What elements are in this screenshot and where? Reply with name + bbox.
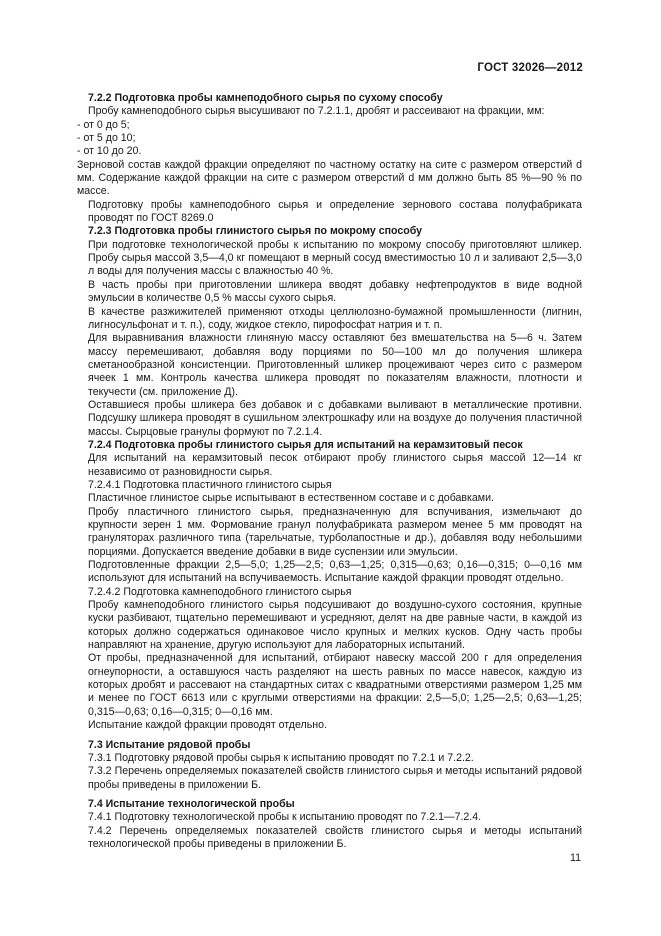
paragraph: Для испытаний на керамзитовый песок отбирают пробу глинистого сырья массой 12—14 кг независимо от разновидности сырья.: [88, 452, 582, 478]
paragraph: Подготовку пробы камнеподобного сырья и определение зернового состава полуфабриката проводят по ГОСТ 8269.0: [88, 198, 582, 225]
subsection-heading-7-2-4-2: 7.2.4.2 Подготовка камнеподобного глинистого сырья: [88, 585, 352, 598]
paragraph: Испытание каждой фракции проводят отдельно.: [88, 719, 327, 732]
document-body: [77, 92, 582, 851]
list-item: - от 10 до 20.: [77, 145, 142, 158]
paragraph: При подготовке технологической пробы к испытанию по мокрому способу приготовляют шликер. Пробу сырья массой 3,5—4,0 кг помещают в мерный сосуд вместимостью 10 л и заливают 2,5—3,0 л воды для получения массы с влажностью 40 %.: [88, 238, 582, 278]
paragraph: Подготовленные фракции 2,5—5,0; 1,25—2,5; 0,63—1,25; 0,315—0,63; 0,16—0,315; 0—0,16 мм используют для испытаний на вспучиваемость. Испытание каждой фракции проводят отдельно.: [88, 559, 582, 585]
paragraph: Для выравнивания влажности глиняную массу оставляют без вмешательства на 5—6 ч. Затем массу перемешивают, добавляя воду порциями по 50—100 мл до получения шликера сметанообразной консистенции. Приготовленный шликер процеживают через сито с размером ячеек 1 мм. Контроль качества шликера проводят по показателям влажности, плотности и текучести (см. приложение Д).: [88, 332, 582, 398]
section-heading-7-3: 7.3 Испытание рядовой пробы: [88, 738, 251, 751]
paragraph: Пластичное глинистое сырье испытывают в естественном составе и с добавками.: [88, 492, 494, 505]
section-heading-7-2-4: 7.2.4 Подготовка пробы глинистого сырья для испытаний на керамзитовый песок: [88, 438, 523, 451]
paragraph: Пробу пластичного глинистого сырья, предназначенную для вспучивания, измельчают до крупности зерен 1 мм. Формование гранул полуфабриката размером менее 5 мм проводят на грануляторах различного типа (тарельчатые, турболапостные и др.), добавляя воду небольшими порциями. Допускается введение добавки в виде суспензии или эмульсии.: [88, 505, 582, 558]
paragraph: В часть пробы при приготовлении шликера вводят добавку нефтепродуктов в виде водной эмульсии в количестве 0,5 % массы сухого сырья.: [88, 278, 582, 305]
section-heading-7-2-2: 7.2.2 Подготовка пробы камнеподобного сырья по сухому способу: [88, 92, 443, 104]
paragraph: 7.3.2 Перечень определяемых показателей свойств глинистого сырья и методы испытаний рядовой пробы приведены в приложении Б.: [88, 765, 582, 791]
paragraph: Пробу камнеподобного глинистого сырья подсушивают до воздушно-сухого состояния, крупные куски разбивают, тщательно перемешивают и усредняют, делят на две равные части, в каждой из которых должно содержаться одинаковое число крупных и мелких кусков. Одну часть пробы направляют на хранение, другую используют для лабораторных испытаний.: [88, 599, 582, 652]
page-number: 11: [570, 852, 581, 864]
paragraph: В качестве разжижителей применяют отходы целлюлозно-бумажной промышленности (лигнин, лигносульфонат и т. п.), соду, жидкое стекло, пирофосфат натрия и т. п.: [88, 305, 582, 331]
paragraph: Пробу камнеподобного сырья высушивают по 7.2.1.1, дробят и рассеивают на фракции, мм:: [88, 105, 545, 118]
list-item: - от 0 до 5;: [77, 118, 130, 131]
list-item: - от 5 до 10;: [77, 132, 136, 145]
paragraph: 7.4.1 Подготовку технологической пробы к испытанию проводят по 7.2.1—7.2.4.: [88, 811, 482, 824]
paragraph: 7.3.1 Подготовку рядовой пробы сырья к испытанию проводят по 7.2.1 и 7.2.2.: [88, 751, 474, 764]
subsection-heading-7-2-4-1: 7.2.4.1 Подготовка пластичного глинистого сырья: [88, 478, 332, 491]
section-heading-7-2-3: 7.2.3 Подготовка пробы глинистого сырья по мокрому способу: [88, 225, 423, 238]
paragraph: Зерновой состав каждой фракции определяют по частному остатку на сите с размером отверстий d мм. Содержание каждой фракции на сите с размером отверстий d мм должно быть 85 %—90 % по массе.: [77, 158, 582, 198]
paragraph: 7.4.2 Перечень определяемых показателей свойств глинистого сырья и методы испытаний технологической пробы приведены в приложении Б.: [88, 824, 582, 850]
paragraph: Оставшиеся пробы шликера без добавок и с добавками выливают в металлические противни. Подсушку шликера проводят в сушильном электрошкафу или на воздухе до получения пластичной массы. Сырцовые гранулы формуют по 7.2.1.4.: [88, 398, 582, 438]
document-code: ГОСТ 32026—2012: [477, 62, 583, 74]
section-heading-7-4: 7.4 Испытание технологической пробы: [88, 797, 295, 810]
paragraph: От пробы, предназначенной для испытаний, отбирают навеску массой 200 г для определения огнеупорности, а оставшуюся часть разделяют на шесть равных по массе навесок, каждую из которых дробят и рассевают на стандартных ситах с квадратными отверстиями размером 1,25 мм и менее по ГОСТ 6613 или с круглыми отверстиями на фракции: 2,5—5,0; 1,25—2,5; 0,63—1,25; 0,315—0,63; 0,16—0,315; 0—0,16 мм.: [88, 652, 582, 718]
